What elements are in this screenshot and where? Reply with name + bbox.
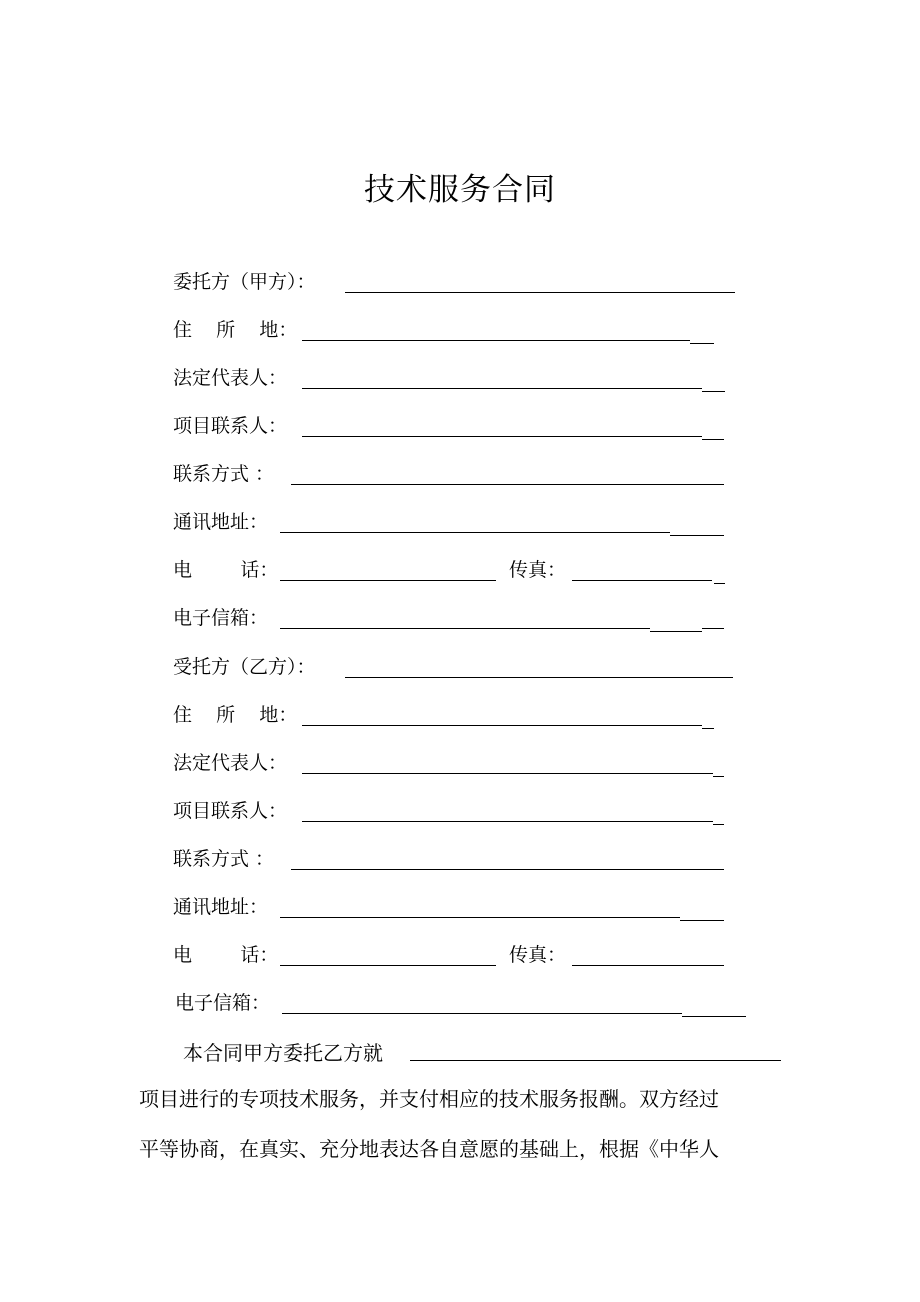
party-a-phone-blank[interactable] [280,580,496,581]
party-b-contact-person-blank[interactable] [302,821,713,822]
party-a-contact-person-blank[interactable] [302,436,702,437]
party-a-email-row [173,601,743,635]
party-a-mail-address-blank[interactable] [280,532,670,533]
party-a-fax-label: 传真： [509,559,567,581]
party-b-contact-method-row [173,842,743,876]
party-b-mail-address-label: 通讯地址： [173,896,269,918]
party-b-contact-person-row [173,794,743,828]
party-b-legal-rep-blank-tail [713,776,724,777]
party-a-phone-row [173,553,743,587]
party-a-contact-method-row [173,457,743,491]
party-a-email-label: 电子信箱： [173,607,269,629]
party-b-legal-rep-row [173,746,743,780]
party-a-phone-label: 电 话： [173,559,279,581]
body-line-2: 项目进行的专项技术服务，并支付相应的技术服务报酬。双方经过 [139,1087,719,1111]
party-a-heading-row [173,265,743,299]
party-a-contact-method-label: 联系方式 ： [173,463,275,485]
party-a-contact-person-blank-tail [702,439,724,440]
party-a-contact-method-blank[interactable] [291,484,724,485]
party-a-address-row [173,313,743,347]
party-b-mail-address-blank-tail [680,920,724,921]
party-b-email-label: 电子信箱： [175,992,271,1014]
party-a-address-blank-tail [690,343,714,344]
party-a-address-label: 住 所 地： [173,319,298,341]
party-a-email-blank-tail [650,631,702,632]
party-b-phone-blank[interactable] [280,965,496,966]
party-b-address-blank-tail [702,728,714,729]
party-b-address-blank[interactable] [302,725,702,726]
party-b-mail-address-row [173,890,743,924]
party-b-heading-row [173,650,743,684]
party-b-legal-rep-blank[interactable] [302,773,713,774]
party-a-legal-rep-blank[interactable] [302,388,702,389]
party-a-legal-rep-blank-tail [702,391,725,392]
party-a-heading-label: 委托方（甲方）： [173,271,316,293]
party-b-contact-method-blank[interactable] [291,869,724,870]
party-a-contact-person-label: 项目联系人： [173,415,288,437]
party-b-email-row [175,986,755,1020]
party-b-address-row [173,698,743,732]
party-a-mail-address-blank-tail [670,535,724,536]
body-line-1 [183,1030,783,1076]
party-a-contact-person-row [173,409,743,443]
party-b-email-blank[interactable] [282,1013,682,1014]
party-a-address-blank[interactable] [302,340,690,341]
project-name-blank[interactable] [410,1060,781,1061]
party-a-name-blank[interactable] [345,292,735,293]
party-b-name-blank[interactable] [345,677,733,678]
party-a-legal-rep-row [173,361,743,395]
party-b-mail-address-blank[interactable] [280,917,680,918]
party-a-mail-address-row [173,505,743,539]
party-b-contact-method-label: 联系方式 ： [173,848,275,870]
party-a-mail-address-label: 通讯地址： [173,511,269,533]
body-line-3: 平等协商，在真实、充分地表达各自意愿的基础上，根据《中华人 [139,1137,719,1161]
party-a-email-blank-end [702,628,724,629]
party-a-email-blank[interactable] [280,628,650,629]
party-a-fax-blank[interactable] [572,580,712,581]
party-b-heading-label: 受托方（乙方）： [173,656,316,678]
party-b-email-blank-tail [682,1016,746,1017]
party-a-fax-blank-tail [714,583,725,584]
party-b-phone-label: 电 话： [173,944,279,966]
party-b-phone-row [173,938,743,972]
party-b-fax-label: 传真： [509,944,567,966]
party-b-contact-person-blank-tail [713,824,724,825]
body-line-1-text: 本合同甲方委托乙方就 [183,1041,383,1065]
document-title: 技术服务合同 [364,172,556,208]
party-b-fax-blank[interactable] [572,965,724,966]
party-a-legal-rep-label: 法定代表人： [173,367,288,389]
party-b-contact-person-label: 项目联系人： [173,800,288,822]
party-b-address-label: 住 所 地： [173,704,298,726]
party-b-legal-rep-label: 法定代表人： [173,752,288,774]
